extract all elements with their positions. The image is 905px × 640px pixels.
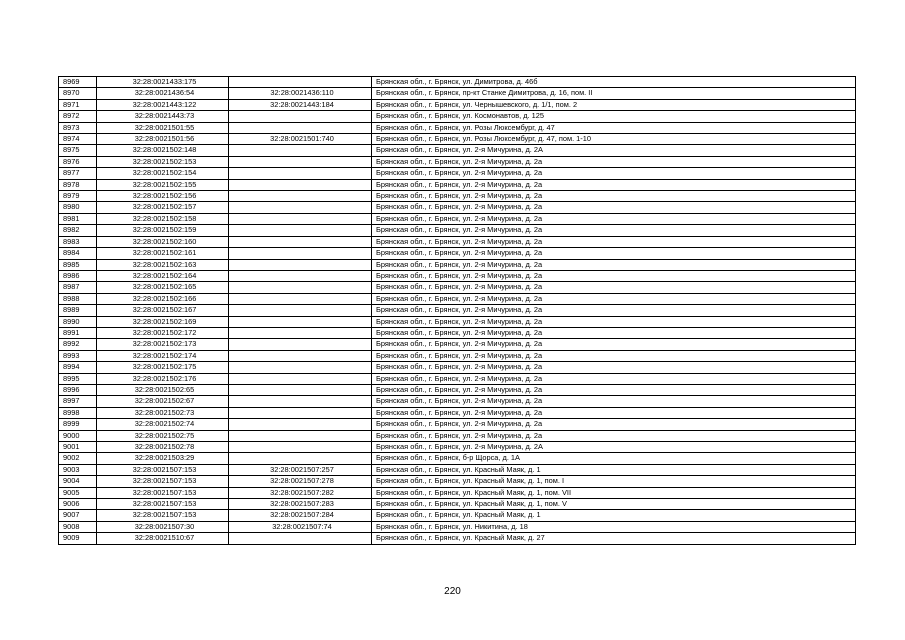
address-cell: Брянская обл., г. Брянск, ул. Розы Люксембург, д. 47, пом. 1-10: [372, 134, 856, 145]
table-row: [59, 316, 856, 327]
parent-cadastral-number-cell: 32:28:0021507:282: [229, 487, 372, 498]
cadastral-number-cell: 32:28:0021502:155: [97, 179, 229, 190]
parent-cadastral-number-cell: [229, 453, 372, 464]
table-row: [59, 464, 856, 475]
row-number-cell: 8975: [59, 145, 97, 156]
cadastral-number-cell: 32:28:0021503:29: [97, 453, 229, 464]
table-row: [59, 213, 856, 224]
address-cell: Брянская обл., г. Брянск, ул. 2-я Мичурина, д. 2а: [372, 191, 856, 202]
address-cell: Брянская обл., г. Брянск, ул. Красный Маяк, д. 1: [372, 510, 856, 521]
table-row: [59, 225, 856, 236]
parent-cadastral-number-cell: [229, 430, 372, 441]
table-row: [59, 396, 856, 407]
table-row: [59, 533, 856, 544]
row-number-cell: 8972: [59, 111, 97, 122]
row-number-cell: 8974: [59, 134, 97, 145]
table-row: [59, 191, 856, 202]
cadastral-number-cell: 32:28:0021502:166: [97, 293, 229, 304]
row-number-cell: 8993: [59, 350, 97, 361]
parent-cadastral-number-cell: 32:28:0021507:284: [229, 510, 372, 521]
row-number-cell: 8973: [59, 122, 97, 133]
table-row: [59, 202, 856, 213]
table-row: [59, 282, 856, 293]
row-number-cell: 8971: [59, 99, 97, 110]
cadastral-number-cell: 32:28:0021502:160: [97, 236, 229, 247]
address-cell: Брянская обл., г. Брянск, ул. 2-я Мичурина, д. 2а: [372, 179, 856, 190]
parent-cadastral-number-cell: 32:28:0021507:257: [229, 464, 372, 475]
table-row: [59, 442, 856, 453]
row-number-cell: 8987: [59, 282, 97, 293]
row-number-cell: 9005: [59, 487, 97, 498]
page-number: 220: [444, 586, 461, 597]
table-row: [59, 88, 856, 99]
table-row: [59, 373, 856, 384]
cadastral-number-cell: 32:28:0021501:56: [97, 134, 229, 145]
address-cell: Брянская обл., г. Брянск, ул. 2-я Мичурина, д. 2а: [372, 316, 856, 327]
address-cell: Брянская обл., г. Брянск, ул. 2-я Мичурина, д. 2а: [372, 373, 856, 384]
table-row: [59, 156, 856, 167]
parent-cadastral-number-cell: [229, 316, 372, 327]
cadastral-number-cell: 32:28:0021502:75: [97, 430, 229, 441]
address-cell: Брянская обл., г. Брянск, ул. 2-я Мичурина, д. 2А: [372, 145, 856, 156]
row-number-cell: 8978: [59, 179, 97, 190]
cadastral-number-cell: 32:28:0021502:65: [97, 384, 229, 395]
address-cell: Брянская обл., г. Брянск, ул. 2-я Мичурина, д. 2а: [372, 248, 856, 259]
cadastral-number-cell: 32:28:0021436:54: [97, 88, 229, 99]
address-cell: Брянская обл., г. Брянск, ул. Розы Люксембург, д. 47: [372, 122, 856, 133]
address-cell: Брянская обл., г. Брянск, ул. 2-я Мичурина, д. 2а: [372, 236, 856, 247]
table-row: [59, 430, 856, 441]
address-cell: Брянская обл., г. Брянск, ул. 2-я Мичурина, д. 2а: [372, 259, 856, 270]
address-cell: Брянская обл., г. Брянск, ул. 2-я Мичурина, д. 2а: [372, 430, 856, 441]
address-cell: Брянская обл., г. Брянск, ул. 2-я Мичурина, д. 2а: [372, 168, 856, 179]
cadastral-number-cell: 32:28:0021433:175: [97, 77, 229, 88]
table-row: [59, 453, 856, 464]
cadastral-number-cell: 32:28:0021510:67: [97, 533, 229, 544]
address-cell: Брянская обл., г. Брянск, ул. Никитина, д. 18: [372, 521, 856, 532]
address-cell: Брянская обл., г. Брянск, ул. Красный Маяк, д. 1, пом. VII: [372, 487, 856, 498]
row-number-cell: 8985: [59, 259, 97, 270]
parent-cadastral-number-cell: [229, 270, 372, 281]
parent-cadastral-number-cell: [229, 419, 372, 430]
table-row: [59, 339, 856, 350]
parent-cadastral-number-cell: 32:28:0021443:184: [229, 99, 372, 110]
address-cell: Брянская обл., г. Брянск, ул. Красный Маяк, д. 27: [372, 533, 856, 544]
table-row: [59, 259, 856, 270]
cadastral-number-cell: 32:28:0021507:153: [97, 476, 229, 487]
table-row: [59, 327, 856, 338]
row-number-cell: 8997: [59, 396, 97, 407]
row-number-cell: 8989: [59, 305, 97, 316]
cadastral-number-cell: 32:28:0021507:153: [97, 464, 229, 475]
row-number-cell: 9009: [59, 533, 97, 544]
parent-cadastral-number-cell: [229, 373, 372, 384]
cadastral-number-cell: 32:28:0021502:156: [97, 191, 229, 202]
registry-table: [58, 76, 856, 545]
table-row: [59, 134, 856, 145]
cadastral-number-cell: 32:28:0021502:167: [97, 305, 229, 316]
address-cell: Брянская обл., г. Брянск, ул. 2-я Мичурина, д. 2а: [372, 270, 856, 281]
parent-cadastral-number-cell: [229, 442, 372, 453]
row-number-cell: 8992: [59, 339, 97, 350]
row-number-cell: 8986: [59, 270, 97, 281]
table-row: [59, 384, 856, 395]
row-number-cell: 8982: [59, 225, 97, 236]
cadastral-number-cell: 32:28:0021502:159: [97, 225, 229, 236]
address-cell: Брянская обл., г. Брянск, ул. 2-я Мичурина, д. 2а: [372, 293, 856, 304]
address-cell: Брянская обл., г. Брянск, ул. 2-я Мичурина, д. 2а: [372, 407, 856, 418]
cadastral-number-cell: 32:28:0021502:158: [97, 213, 229, 224]
cadastral-number-cell: 32:28:0021502:154: [97, 168, 229, 179]
parent-cadastral-number-cell: [229, 236, 372, 247]
parent-cadastral-number-cell: [229, 111, 372, 122]
address-cell: Брянская обл., г. Брянск, ул. 2-я Мичурина, д. 2а: [372, 305, 856, 316]
cadastral-number-cell: 32:28:0021443:122: [97, 99, 229, 110]
cadastral-number-cell: 32:28:0021502:157: [97, 202, 229, 213]
row-number-cell: 9000: [59, 430, 97, 441]
registry-table-body: [59, 77, 856, 545]
table-row: [59, 362, 856, 373]
address-cell: Брянская обл., г. Брянск, б-р Щорса, д. 1А: [372, 453, 856, 464]
address-cell: Брянская обл., г. Брянск, ул. 2-я Мичурина, д. 2а: [372, 384, 856, 395]
cadastral-number-cell: 32:28:0021507:153: [97, 510, 229, 521]
table-row: [59, 521, 856, 532]
table-row: [59, 305, 856, 316]
cadastral-number-cell: 32:28:0021502:73: [97, 407, 229, 418]
parent-cadastral-number-cell: [229, 533, 372, 544]
row-number-cell: 9004: [59, 476, 97, 487]
table-row: [59, 510, 856, 521]
parent-cadastral-number-cell: [229, 407, 372, 418]
parent-cadastral-number-cell: [229, 396, 372, 407]
row-number-cell: 8979: [59, 191, 97, 202]
address-cell: Брянская обл., г. Брянск, ул. 2-я Мичурина, д. 2а: [372, 327, 856, 338]
cadastral-number-cell: 32:28:0021502:148: [97, 145, 229, 156]
address-cell: Брянская обл., г. Брянск, ул. 2-я Мичурина, д. 2а: [372, 419, 856, 430]
parent-cadastral-number-cell: [229, 213, 372, 224]
cadastral-number-cell: 32:28:0021443:73: [97, 111, 229, 122]
parent-cadastral-number-cell: [229, 327, 372, 338]
table-row: [59, 179, 856, 190]
parent-cadastral-number-cell: 32:28:0021436:110: [229, 88, 372, 99]
table-row: [59, 270, 856, 281]
cadastral-number-cell: 32:28:0021502:165: [97, 282, 229, 293]
row-number-cell: 8990: [59, 316, 97, 327]
table-row: [59, 350, 856, 361]
parent-cadastral-number-cell: [229, 362, 372, 373]
row-number-cell: 8983: [59, 236, 97, 247]
row-number-cell: 8970: [59, 88, 97, 99]
row-number-cell: 9002: [59, 453, 97, 464]
row-number-cell: 8994: [59, 362, 97, 373]
parent-cadastral-number-cell: [229, 282, 372, 293]
cadastral-number-cell: 32:28:0021502:176: [97, 373, 229, 384]
table-row: [59, 293, 856, 304]
cadastral-number-cell: 32:28:0021502:67: [97, 396, 229, 407]
table-row: [59, 122, 856, 133]
cadastral-number-cell: 32:28:0021502:153: [97, 156, 229, 167]
parent-cadastral-number-cell: [229, 384, 372, 395]
address-cell: Брянская обл., г. Брянск, ул. Красный Маяк, д. 1: [372, 464, 856, 475]
table-row: [59, 145, 856, 156]
cadastral-number-cell: 32:28:0021502:174: [97, 350, 229, 361]
row-number-cell: 8991: [59, 327, 97, 338]
parent-cadastral-number-cell: [229, 168, 372, 179]
cadastral-number-cell: 32:28:0021502:172: [97, 327, 229, 338]
parent-cadastral-number-cell: [229, 145, 372, 156]
address-cell: Брянская обл., г. Брянск, ул. 2-я Мичурина, д. 2а: [372, 225, 856, 236]
table-row: [59, 476, 856, 487]
table-row: [59, 487, 856, 498]
address-cell: Брянская обл., г. Брянск, ул. Красный Маяк, д. 1, пом. V: [372, 499, 856, 510]
cadastral-number-cell: 32:28:0021507:153: [97, 499, 229, 510]
table-row: [59, 168, 856, 179]
row-number-cell: 8988: [59, 293, 97, 304]
table-row: [59, 77, 856, 88]
parent-cadastral-number-cell: [229, 179, 372, 190]
address-cell: Брянская обл., г. Брянск, ул. 2-я Мичурина, д. 2а: [372, 339, 856, 350]
parent-cadastral-number-cell: [229, 191, 372, 202]
row-number-cell: 8995: [59, 373, 97, 384]
row-number-cell: 9001: [59, 442, 97, 453]
address-cell: Брянская обл., г. Брянск, ул. 2-я Мичурина, д. 2а: [372, 156, 856, 167]
cadastral-number-cell: 32:28:0021507:153: [97, 487, 229, 498]
cadastral-number-cell: 32:28:0021501:55: [97, 122, 229, 133]
parent-cadastral-number-cell: [229, 350, 372, 361]
address-cell: Брянская обл., г. Брянск, ул. Красный Маяк, д. 1, пом. I: [372, 476, 856, 487]
cadastral-number-cell: 32:28:0021502:78: [97, 442, 229, 453]
parent-cadastral-number-cell: 32:28:0021501:740: [229, 134, 372, 145]
parent-cadastral-number-cell: [229, 77, 372, 88]
row-number-cell: 8969: [59, 77, 97, 88]
table-row: [59, 407, 856, 418]
parent-cadastral-number-cell: 32:28:0021507:278: [229, 476, 372, 487]
address-cell: Брянская обл., г. Брянск, пр-кт Станке Димитрова, д. 16, пом. II: [372, 88, 856, 99]
row-number-cell: 8998: [59, 407, 97, 418]
parent-cadastral-number-cell: [229, 259, 372, 270]
address-cell: Брянская обл., г. Брянск, ул. Чернышевского, д. 1/1, пом. 2: [372, 99, 856, 110]
table-row: [59, 248, 856, 259]
parent-cadastral-number-cell: [229, 122, 372, 133]
cadastral-number-cell: 32:28:0021502:74: [97, 419, 229, 430]
row-number-cell: 8976: [59, 156, 97, 167]
row-number-cell: 8999: [59, 419, 97, 430]
cadastral-number-cell: 32:28:0021502:164: [97, 270, 229, 281]
table-row: [59, 419, 856, 430]
table-row: [59, 499, 856, 510]
address-cell: Брянская обл., г. Брянск, ул. 2-я Мичурина, д. 2А: [372, 442, 856, 453]
cadastral-number-cell: 32:28:0021502:161: [97, 248, 229, 259]
row-number-cell: 9007: [59, 510, 97, 521]
row-number-cell: 9008: [59, 521, 97, 532]
parent-cadastral-number-cell: [229, 305, 372, 316]
cadastral-number-cell: 32:28:0021502:173: [97, 339, 229, 350]
address-cell: Брянская обл., г. Брянск, ул. Космонавтов, д. 125: [372, 111, 856, 122]
row-number-cell: 8984: [59, 248, 97, 259]
parent-cadastral-number-cell: [229, 202, 372, 213]
parent-cadastral-number-cell: [229, 339, 372, 350]
address-cell: Брянская обл., г. Брянск, ул. 2-я Мичурина, д. 2а: [372, 282, 856, 293]
parent-cadastral-number-cell: [229, 225, 372, 236]
table-row: [59, 99, 856, 110]
address-cell: Брянская обл., г. Брянск, ул. 2-я Мичурина, д. 2а: [372, 396, 856, 407]
address-cell: Брянская обл., г. Брянск, ул. Димитрова, д. 46б: [372, 77, 856, 88]
address-cell: Брянская обл., г. Брянск, ул. 2-я Мичурина, д. 2а: [372, 202, 856, 213]
parent-cadastral-number-cell: 32:28:0021507:74: [229, 521, 372, 532]
parent-cadastral-number-cell: [229, 293, 372, 304]
parent-cadastral-number-cell: [229, 156, 372, 167]
cadastral-number-cell: 32:28:0021507:30: [97, 521, 229, 532]
parent-cadastral-number-cell: [229, 248, 372, 259]
row-number-cell: 8977: [59, 168, 97, 179]
address-cell: Брянская обл., г. Брянск, ул. 2-я Мичурина, д. 2а: [372, 362, 856, 373]
parent-cadastral-number-cell: 32:28:0021507:283: [229, 499, 372, 510]
cadastral-number-cell: 32:28:0021502:163: [97, 259, 229, 270]
row-number-cell: 8981: [59, 213, 97, 224]
row-number-cell: 9006: [59, 499, 97, 510]
row-number-cell: 8980: [59, 202, 97, 213]
cadastral-number-cell: 32:28:0021502:175: [97, 362, 229, 373]
row-number-cell: 8996: [59, 384, 97, 395]
address-cell: Брянская обл., г. Брянск, ул. 2-я Мичурина, д. 2а: [372, 213, 856, 224]
table-row: [59, 236, 856, 247]
row-number-cell: 9003: [59, 464, 97, 475]
table-row: [59, 111, 856, 122]
cadastral-number-cell: 32:28:0021502:169: [97, 316, 229, 327]
address-cell: Брянская обл., г. Брянск, ул. 2-я Мичурина, д. 2а: [372, 350, 856, 361]
